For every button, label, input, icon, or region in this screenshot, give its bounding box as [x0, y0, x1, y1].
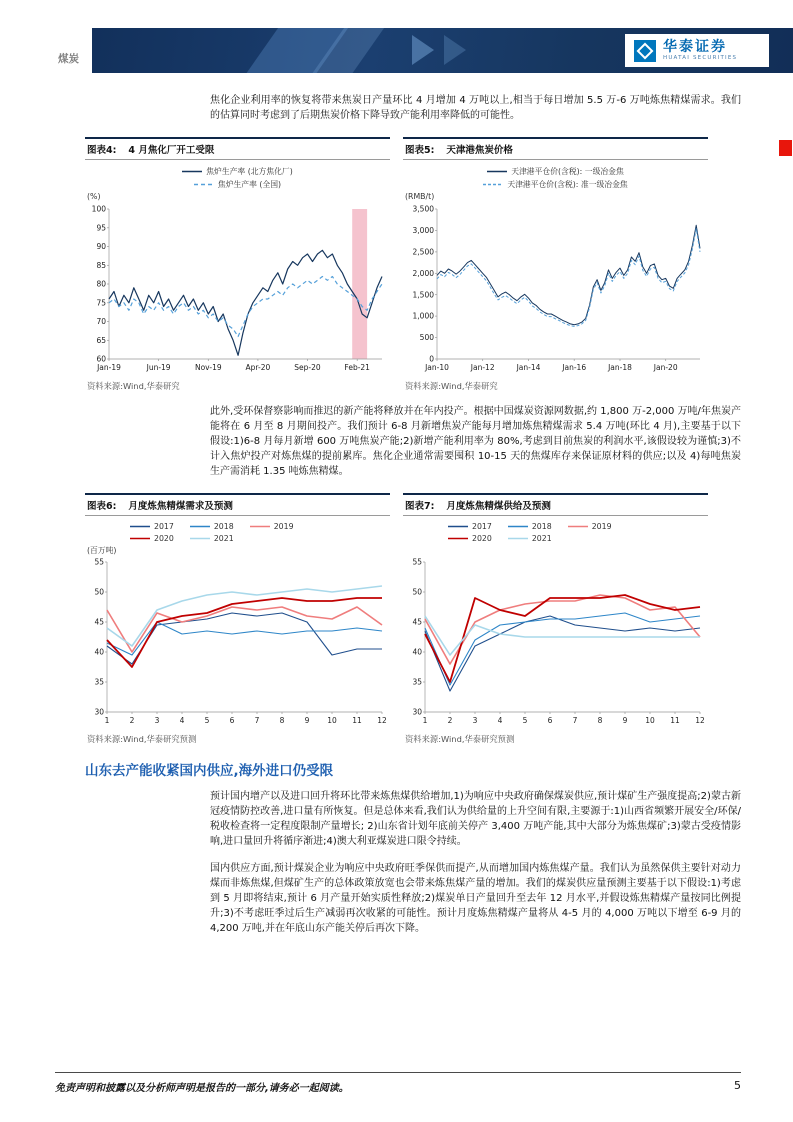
y-axis-unit: (%) [87, 192, 101, 201]
svg-text:30: 30 [94, 707, 104, 717]
y-axis-unit: (百万吨) [87, 546, 117, 555]
svg-text:45: 45 [94, 617, 104, 627]
legend-item: 天津港平仓价(含税): 准一级冶金焦 [507, 180, 628, 189]
svg-text:Nov-19: Nov-19 [194, 363, 222, 372]
legend-item: 2017 [154, 522, 174, 531]
figure-title: 天津港焦炭价格 [446, 145, 513, 156]
svg-text:3: 3 [472, 716, 478, 725]
svg-text:Jan-14: Jan-14 [516, 363, 541, 372]
svg-text:95: 95 [96, 223, 106, 233]
svg-text:90: 90 [96, 242, 106, 252]
svg-text:4: 4 [179, 716, 185, 725]
figure-label: 图表5: [405, 145, 435, 156]
brand-name-cn: 华泰证券 [663, 38, 727, 55]
svg-text:9: 9 [622, 716, 628, 725]
svg-text:10: 10 [645, 716, 655, 725]
svg-text:Jan-12: Jan-12 [470, 363, 495, 372]
svg-text:500: 500 [419, 333, 434, 343]
svg-text:Apr-20: Apr-20 [245, 363, 271, 372]
chart-legend [130, 522, 345, 543]
svg-text:3,000: 3,000 [412, 226, 434, 235]
page-number: 5 [734, 1079, 741, 1092]
svg-text:11: 11 [352, 716, 362, 725]
figure-title: 月度炼焦精煤需求及预测 [128, 501, 233, 512]
svg-text:100: 100 [91, 204, 106, 214]
legend-item: 2020 [154, 534, 174, 543]
svg-text:55: 55 [94, 557, 104, 567]
svg-text:7: 7 [572, 716, 578, 725]
figure-5 [403, 137, 708, 392]
svg-text:Sep-20: Sep-20 [294, 363, 321, 372]
figure-title: 月度炼焦精煤供给及预测 [446, 501, 551, 512]
legend-item: 2019 [273, 522, 294, 531]
figure-label: 图表4: [87, 145, 117, 156]
svg-text:2,000: 2,000 [412, 268, 434, 278]
legend-item: 2018 [213, 522, 234, 531]
chart-legend [403, 166, 708, 190]
paragraph: 预计国内增产以及进口回升将环比带来炼焦煤供给增加,1)为响应中央政府确保煤炭供应,预计煤矿生产强度提高;2)蒙古新冠疫情防控改善,进口量有所恢复。但是总体来看,我们认为供给量的上升空间有限,主要源于:1)山西省频繁开展安全/环保/税收检查将一定程度限制产量增长; 2)山东省计划年底前关停产 3,400 万吨产能,其中大部分为炼焦煤矿;3)蒙古受疫情影响,进口量回升将循序渐进;4)澳大利亚煤炭进口限令持续。 [210, 791, 741, 847]
svg-text:70: 70 [96, 317, 106, 327]
source-note: 资料来源:Wind,华泰研究预测 [405, 734, 515, 744]
svg-text:10: 10 [327, 716, 337, 725]
svg-text:35: 35 [412, 677, 422, 687]
svg-text:Jan-19: Jan-19 [97, 363, 121, 372]
chart-legend [85, 166, 390, 190]
legend-item: 天津港平仓价(含税): 一级冶金焦 [511, 167, 624, 176]
figure-4 [85, 137, 390, 392]
svg-text:Jan-10: Jan-10 [425, 363, 449, 372]
figure-title-bar [85, 137, 390, 160]
svg-text:45: 45 [412, 617, 422, 627]
line-chart [403, 556, 706, 728]
svg-text:Feb-21: Feb-21 [344, 363, 370, 372]
svg-text:Jan-18: Jan-18 [608, 363, 632, 372]
figure-title-bar [85, 493, 390, 516]
svg-text:50: 50 [412, 587, 422, 597]
svg-text:2: 2 [129, 716, 135, 725]
svg-text:50: 50 [94, 587, 104, 597]
svg-text:65: 65 [96, 335, 106, 345]
line-chart [403, 203, 706, 375]
figure-6 [85, 493, 390, 745]
svg-text:85: 85 [96, 260, 106, 270]
legend-item: 2021 [531, 534, 552, 543]
svg-text:30: 30 [412, 707, 422, 717]
svg-text:2: 2 [447, 716, 453, 725]
svg-text:2,500: 2,500 [412, 247, 434, 257]
y-axis-unit [405, 545, 708, 556]
brand-name-en: HUATAI SECURITIES [663, 55, 738, 62]
svg-text:75: 75 [96, 298, 106, 308]
legend-item: 焦炉生产率 (北方焦化厂) [206, 167, 293, 176]
line-chart [85, 556, 388, 728]
footer-disclaimer: 免责声明和披露以及分析师声明是报告的一部分,请务必一起阅读。 [55, 1083, 349, 1094]
legend-item: 2018 [531, 522, 552, 531]
svg-text:6: 6 [229, 716, 235, 725]
legend-item: 2019 [591, 522, 612, 531]
svg-text:60: 60 [96, 354, 106, 364]
svg-text:55: 55 [412, 557, 422, 567]
svg-text:Jan-20: Jan-20 [653, 363, 678, 372]
line-chart [85, 203, 388, 375]
svg-text:40: 40 [412, 647, 422, 657]
svg-text:1,500: 1,500 [412, 290, 434, 300]
chart-row [85, 137, 741, 392]
legend-item: 2020 [472, 534, 492, 543]
paragraph: 此外,受环保督察影响而推迟的新产能将释放并在年内投产。根据中国煤炭资源网数据,约 1,800 万-2,000 万吨/年焦炭产能将在 6 月至 8 月期间投产。我们预计 6-8 月新增焦炭产能每月增加炼焦精煤需求 5.4 万吨(环比 4 月),主要基于以下假设:1)6-8 月每月新增 600 万吨焦炭产能;2)新增产能利用率为 80%,考虑到目前焦炭的利润水平,该假设较为谨慎;3)不计入焦炉投产对炼焦煤的提前累库。焦化企业通常需要囤积 10-15 天的焦煤库存来保证原材料的供应;以及 4)每吨焦炭生产需消耗 1.35 吨炼焦精煤。 [210, 406, 741, 477]
figure-label: 图表7: [405, 501, 435, 512]
figure-7 [403, 493, 708, 745]
svg-text:12: 12 [377, 716, 387, 725]
source-note: 资料来源:Wind,华泰研究预测 [87, 734, 197, 744]
y-axis-unit: (RMB/t) [405, 192, 435, 201]
figure-title: 4 月焦化厂开工受限 [128, 145, 215, 156]
svg-text:40: 40 [94, 647, 104, 657]
svg-text:35: 35 [94, 677, 104, 687]
source-note: 资料来源:Wind,华泰研究 [87, 381, 180, 391]
svg-text:9: 9 [304, 716, 310, 725]
figure-label: 图表6: [87, 501, 117, 512]
chart-legend [448, 522, 663, 543]
figure-title-bar [403, 137, 708, 160]
svg-text:80: 80 [96, 279, 106, 289]
svg-text:5: 5 [522, 716, 528, 725]
svg-text:3,500: 3,500 [412, 204, 434, 214]
svg-text:11: 11 [670, 716, 680, 725]
svg-text:1,000: 1,000 [412, 311, 434, 321]
legend-item: 2017 [472, 522, 492, 531]
chart-row [85, 493, 741, 745]
svg-text:Jan-16: Jan-16 [562, 363, 587, 372]
svg-text:7: 7 [254, 716, 260, 725]
svg-text:12: 12 [695, 716, 705, 725]
svg-text:4: 4 [497, 716, 503, 725]
svg-text:6: 6 [547, 716, 553, 725]
paragraph: 焦化企业利用率的恢复将带来焦炭日产量环比 4 月增加 4 万吨以上,相当于每日增加 5.5 万-6 万吨炼焦精煤需求。我们的估算同时考虑到了后期焦炭价格下降导致产能利用率降低的可能性。 [210, 95, 741, 121]
report-category-label: 煤炭 [58, 53, 79, 65]
section-heading: 山东去产能收紧国内供应,海外进口仍受限 [85, 763, 334, 779]
figure-title-bar [403, 493, 708, 516]
svg-text:1: 1 [104, 716, 110, 725]
svg-text:5: 5 [204, 716, 210, 725]
page-footer [55, 1072, 741, 1094]
svg-text:8: 8 [279, 716, 285, 725]
svg-text:8: 8 [597, 716, 603, 725]
svg-text:3: 3 [154, 716, 160, 725]
svg-text:1: 1 [422, 716, 428, 725]
svg-text:0: 0 [429, 354, 434, 364]
paragraph: 国内供应方面,预计煤炭企业为响应中央政府旺季保供而提产,从而增加国内炼焦煤产量。我们认为虽然保供主要针对动力煤而非炼焦煤,但煤矿生产的总体政策放宽也会带来炼焦煤产量的增加。我们的煤炭供应量预测主要基于以下假设:1)考虑到 5 月即将结束,预计 6 月产量开始实质性释放;2)煤炭单日产量回升至去年 12 月水平,并假设炼焦精煤产量按同比例提升;3)不考虑旺季过后生产减弱再次收紧的可能性。预计月度炼焦精煤产量将从 4-5 月的 4,000 万吨以下增至 6-9 月的 4,200 万吨,并在年底山东产能关停后再次下降。 [210, 863, 741, 934]
legend-item: 2021 [213, 534, 234, 543]
svg-text:Jun-19: Jun-19 [146, 363, 171, 372]
legend-item: 焦炉生产率 (全国) [217, 180, 282, 189]
source-note: 资料来源:Wind,华泰研究 [405, 381, 498, 391]
